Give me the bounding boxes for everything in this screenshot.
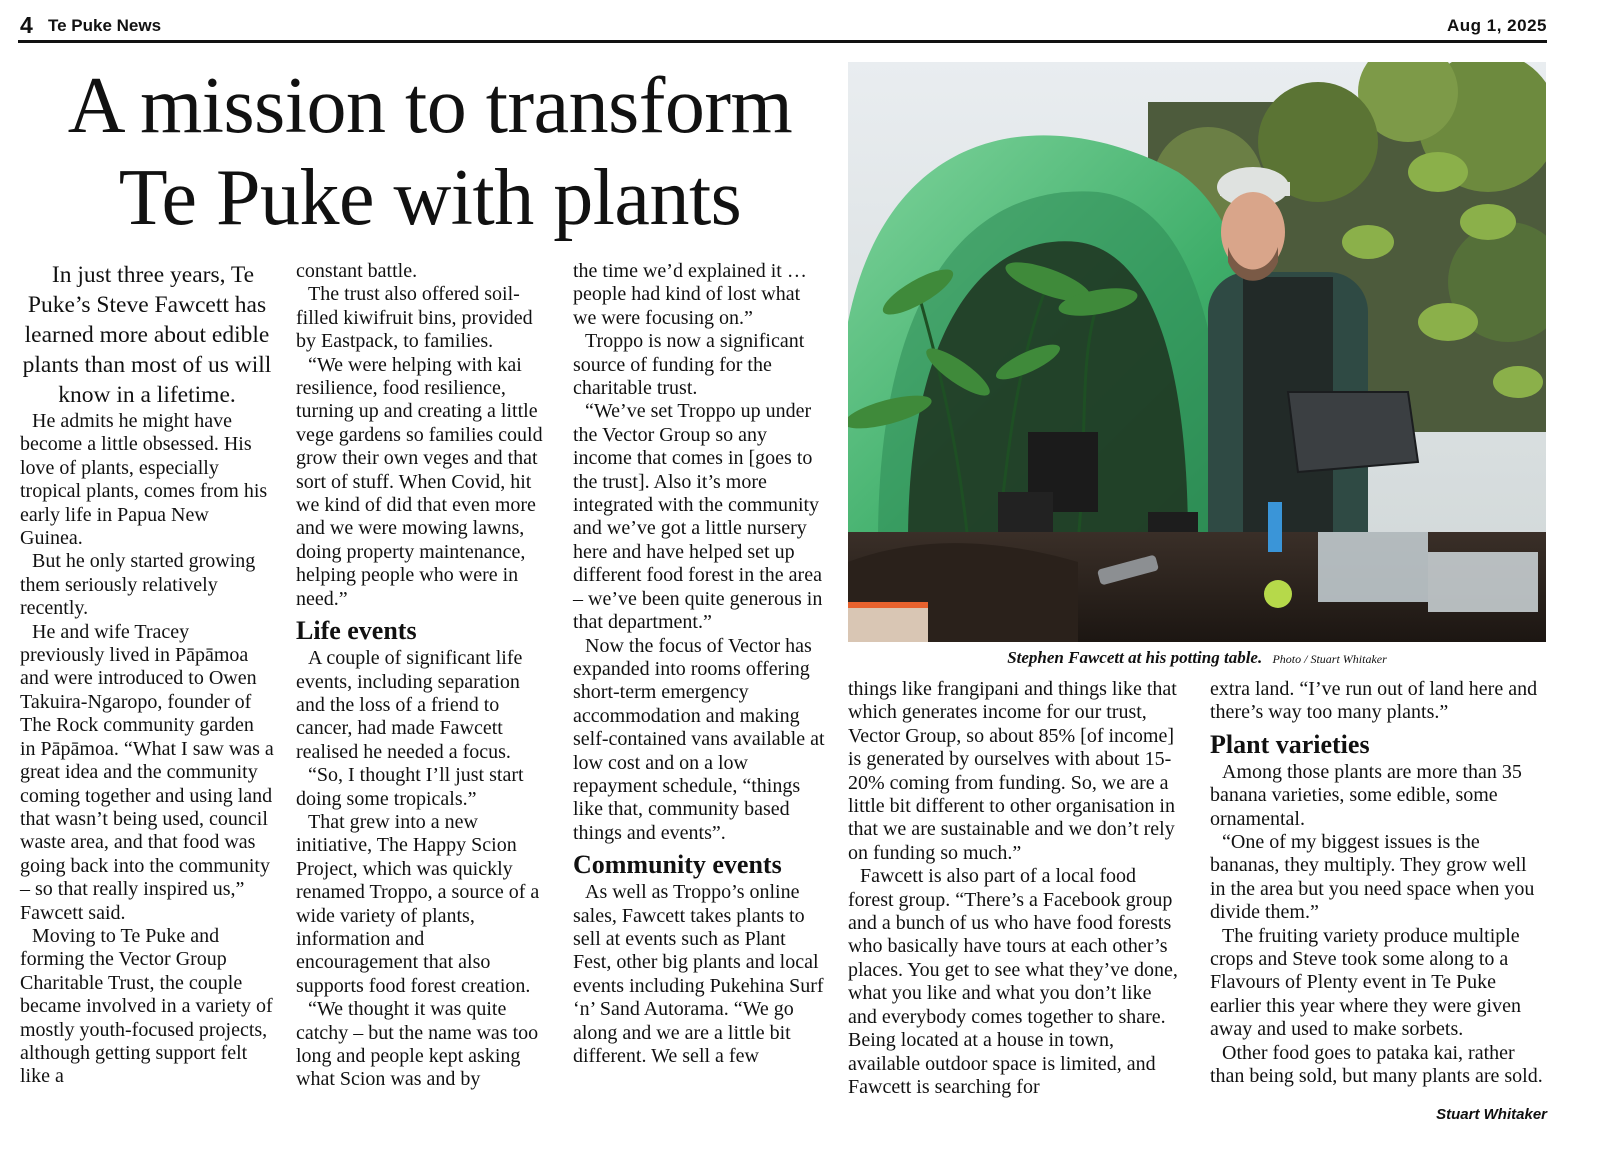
paragraph: That grew into a new initiative, The Happy Scion Project, which was quickly renamed Troppo, a source of a wide variety of plants, information and encouragement that also supports food forest creation. — [296, 810, 540, 997]
paragraph: Troppo is now a significant source of funding for the charitable trust. — [573, 330, 805, 400]
paragraph: He admits he might have become a little obsessed. His love of plants, especially tropical plants, comes from his early life in Papua New Guinea. — [20, 410, 268, 550]
subheading-community-events: Community events — [573, 850, 782, 880]
paragraph: Fawcett is also part of a local food forest group. “There’s a Facebook group and a bunch of us who have food forests who basically have tours at each other’s places. You get to see what they’ve done, what you like and what you don’t like and everybody comes together to share. Being located at a house in town, available outdoor space is limited, and Fawcett is searching for — [848, 865, 1178, 1098]
headline-line-2: Te Puke with plants — [118, 154, 742, 242]
paragraph: Now the focus of Vector has expanded into rooms offering short-term emergency accommodation and making self-contained vans available at low cost and on a low repayment schedule, “things like that, community based things and events”. — [573, 634, 825, 844]
masthead — [20, 8, 1547, 42]
paragraph: constant battle. — [296, 260, 418, 282]
paragraph: extra land. “I’ve run out of land here and there’s way too many plants.” — [1210, 678, 1538, 724]
paragraph: He and wife Tracey previously lived in Pāpāmoa and were introduced to Owen Takuira-Ngaropo, founder of The Rock community garden in Pāpāmoa. “What I saw was a great idea and the community coming together and using land that wasn’t being used, council waste area, and that food was going back into the community – so that really inspired us,” Fawcett said. — [20, 620, 274, 924]
paragraph: A couple of significant life events, including separation and the loss of a friend to cancer, had made Fawcett realised he needed a focus. — [296, 647, 523, 763]
photo-image-icon — [848, 62, 1546, 642]
article-column-2 — [296, 260, 550, 1092]
page-number: 4 — [20, 12, 33, 38]
paragraph: things like frangipani and things like that which generates income for our trust, Vector Group, so about 85% [of income] is generated by ourselves with about 15-20% coming from funding. So, we are a little bit different to other organisation in that we are sustainable and we don’t rely on funding so much.” — [848, 678, 1177, 864]
article-column-5 — [1210, 678, 1547, 1089]
paragraph: Moving to Te Puke and forming the Vector Group Charitable Trust, the couple became involved in a variety of mostly youth-focused projects, although getting support felt like a — [20, 924, 273, 1088]
paragraph: “So, I thought I’ll just start doing some tropicals.” — [296, 764, 524, 810]
subheading-plant-varieties: Plant varieties — [1210, 729, 1370, 759]
issue-date: Aug 1, 2025 — [1447, 16, 1547, 35]
paragraph: “We were helping with kai resilience, food resilience, turning up and creating a little vege gardens so families could grow their own veges and that sort of stuff. When Covid, hit we kind of did that even more and we were mowing lawns, doing property maintenance, helping people who were in need.” — [296, 353, 543, 610]
paragraph: “We’ve set Troppo up under the Vector Group so any income that comes in [goes to the trust]. Also it’s more integrated with the community and we’ve got a little nursery here and have helped set up different food forest in the area – we’ve been quite generous in that department.” — [573, 400, 823, 634]
byline: Stuart Whitaker — [1436, 1106, 1547, 1123]
paragraph: Other food goes to pataka kai, rather than being sold, but many plants are sold. — [1210, 1041, 1543, 1088]
article-photo — [848, 62, 1546, 642]
headline-line-1: A mission to transform — [67, 62, 793, 150]
masthead-rule — [18, 40, 1547, 43]
paragraph: But he only started growing them seriously relatively recently. — [20, 550, 256, 620]
paragraph: The trust also offered soil-filled kiwifruit bins, provided by Eastpack, to families. — [296, 283, 533, 353]
caption-text: Stephen Fawcett at his potting table. — [1007, 648, 1263, 667]
paragraph: “One of my biggest issues is the bananas, they multiply. They grow well in the area but you need space when you divide them.” — [1210, 831, 1535, 924]
photo-credit: Photo / Stuart Whitaker — [1272, 652, 1387, 666]
paper-name: Te Puke News — [48, 16, 162, 35]
headline — [20, 60, 840, 244]
article-column-4 — [848, 678, 1178, 1099]
article-column-3 — [573, 260, 827, 1068]
article-column-1 — [20, 260, 274, 1089]
paragraph: the time we’d explained it … people had kind of lost what we were focusing on.” — [573, 260, 807, 329]
paragraph: As well as Troppo’s online sales, Fawcett takes plants to sell at events such as Plant Fest, other big plants and local events including Pukehina Surf ‘n’ Sand Autorama. “We go along and we are a little bit different. We sell a few — [573, 881, 824, 1067]
photo-caption — [848, 648, 1546, 669]
paragraph: “We thought it was quite catchy – but the name was too long and people kept asking what Scion was and by — [296, 998, 539, 1091]
subheading-life-events: Life events — [296, 616, 417, 646]
paragraph: The fruiting variety produce multiple crops and Steve took some along to a Flavours of Plenty event in Te Puke earlier this year where they were given away and used to make sorbets. — [1210, 924, 1521, 1041]
paragraph: Among those plants are more than 35 banana varieties, some edible, some ornamental. — [1210, 760, 1522, 830]
standfirst: In just three years, Te Puke’s Steve Fawcett has learned more about edible plants than most of us will know in a lifetime. — [22, 262, 272, 408]
